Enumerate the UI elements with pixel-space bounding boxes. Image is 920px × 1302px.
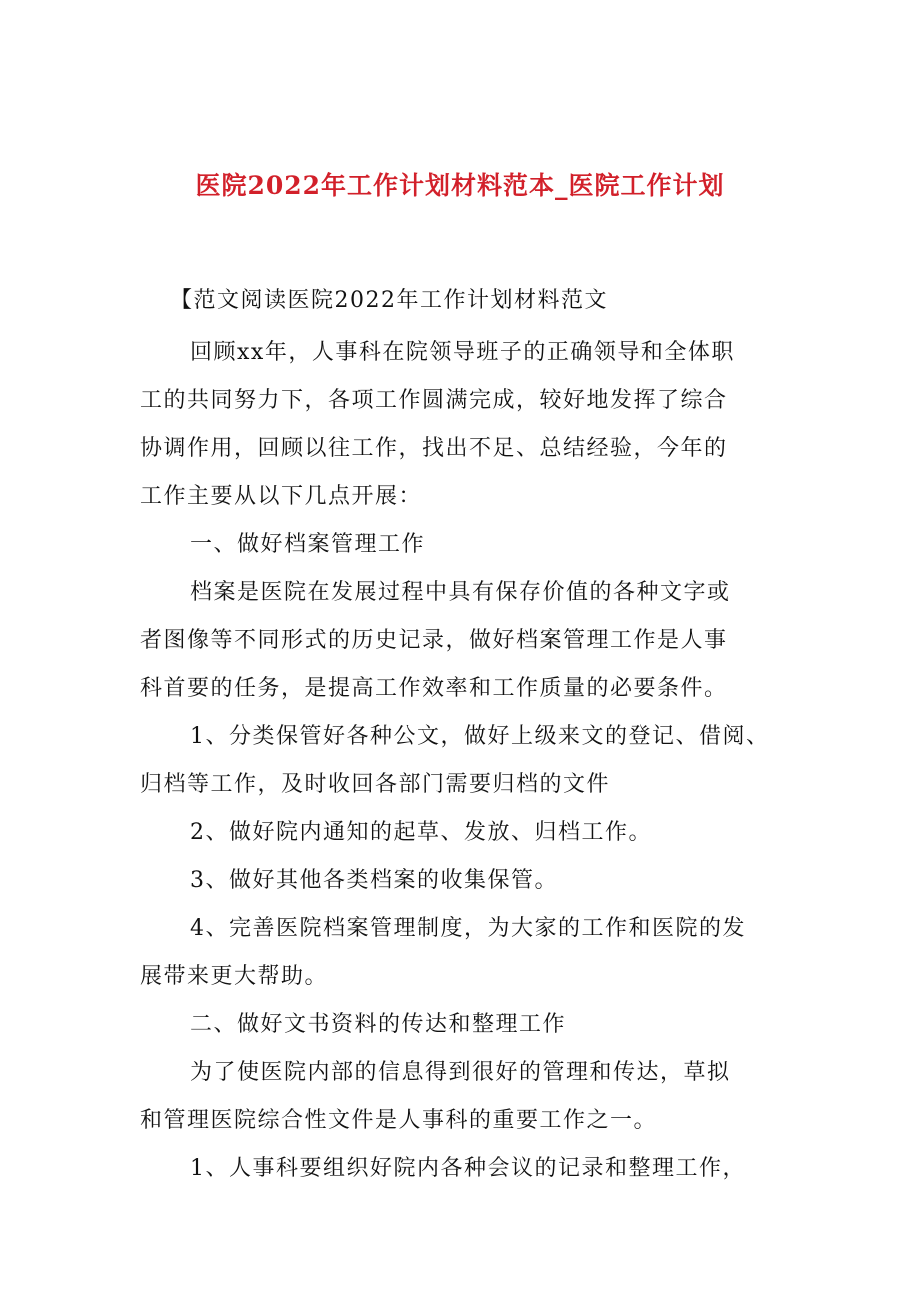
list-item-continuation: 归档等工作，及时收回各部门需要归档的文件 [140, 772, 611, 797]
section-heading: 一、做好档案管理工作 [190, 532, 426, 557]
intro-line: 【范文阅读医院2022年工作计划材料范文 [170, 288, 608, 313]
list-item: 4、完善医院档案管理制度，为大家的工作和医院的发 [190, 916, 746, 941]
section-heading: 二、做好文书资料的传达和整理工作 [190, 1012, 567, 1037]
list-item: 1、人事科要组织好院内各种会议的记录和整理工作， [190, 1156, 746, 1181]
paragraph-line: 协调作用，回顾以往工作，找出不足、总结经验，今年的 [140, 436, 728, 461]
list-item: 3、做好其他各类档案的收集保管。 [190, 868, 558, 893]
paragraph-line: 为了使医院内部的信息得到很好的管理和传达，草拟 [190, 1060, 731, 1085]
list-item: 1、分类保管好各种公文，做好上级来文的登记、借阅、 [190, 724, 770, 749]
list-item: 2、做好院内通知的起草、发放、归档工作。 [190, 820, 652, 845]
paragraph-line: 者图像等不同形式的历史记录，做好档案管理工作是人事 [140, 628, 728, 653]
paragraph-line: 工作主要从以下几点开展： [140, 484, 423, 509]
paragraph-line: 工的共同努力下，各项工作圆满完成，较好地发挥了综合 [140, 388, 728, 413]
paragraph-line: 档案是医院在发展过程中具有保存价值的各种文字或 [190, 580, 731, 605]
list-item-continuation: 展带来更大帮助。 [140, 964, 329, 989]
paragraph-line: 和管理医院综合性文件是人事科的重要工作之一。 [140, 1108, 658, 1133]
paragraph-line: 回顾xx年，人事科在院领导班子的正确领导和全体职 [190, 340, 735, 365]
document-title: 医院2022年工作计划材料范本_医院工作计划 [195, 171, 725, 200]
paragraph-line: 科首要的任务，是提高工作效率和工作质量的必要条件。 [140, 676, 728, 701]
